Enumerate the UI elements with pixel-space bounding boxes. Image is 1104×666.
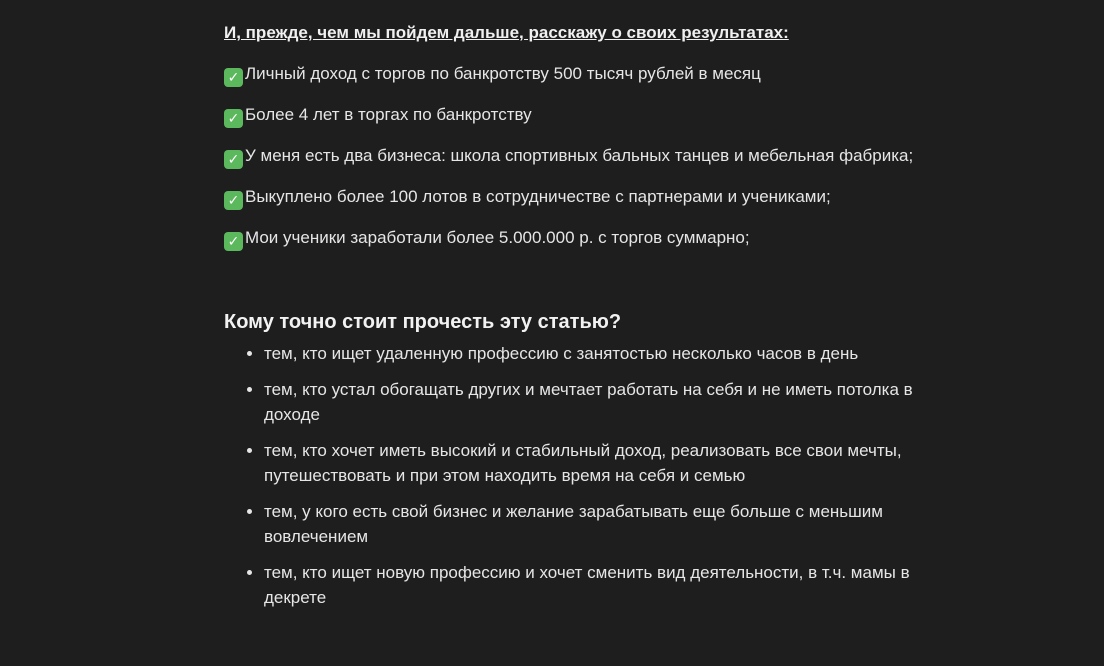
fact-item bbox=[224, 102, 924, 128]
list-item: • тем, кто ищет удаленную профессию с занятостью несколько часов в день bbox=[264, 341, 924, 366]
fact-text: У меня есть два бизнеса: школа спортивных бальных танцев и мебельная фабрика; bbox=[245, 146, 914, 165]
fact-text: Мои ученики заработали более 5.000.000 р. с торгов суммарно; bbox=[245, 228, 750, 247]
fact-text: Личный доход с торгов по банкротству 500 тысяч рублей в месяц bbox=[245, 64, 761, 83]
fact-item bbox=[224, 184, 924, 210]
section-heading: Кому точно стоит прочесть эту статью? bbox=[224, 311, 622, 333]
fact-text: Более 4 лет в торгах по банкротству bbox=[245, 105, 532, 124]
list-item: • тем, у кого есть свой бизнес и желание зарабатывать еще больше с меньшим вовлечением bbox=[264, 499, 924, 549]
list-item: • тем, кто ищет новую профессию и хочет сменить вид деятельности, в т.ч. мамы в декрете bbox=[264, 560, 924, 610]
fact-item bbox=[224, 143, 924, 169]
check-mark-icon: ✓ bbox=[224, 68, 243, 87]
list-item: • тем, кто устал обогащать других и мечтает работать на себя и не иметь потолка в доходе bbox=[264, 377, 924, 427]
fact-item bbox=[224, 61, 924, 87]
fact-item bbox=[224, 225, 924, 251]
check-mark-icon: ✓ bbox=[224, 191, 243, 210]
article-body bbox=[224, 20, 924, 621]
check-mark-icon: ✓ bbox=[224, 232, 243, 251]
check-mark-icon: ✓ bbox=[224, 109, 243, 128]
list-item: • тем, кто хочет иметь высокий и стабильный доход, реализовать все свои мечты, путешествовать и при этом находить время на себя и семью bbox=[264, 438, 924, 488]
fact-text: Выкуплено более 100 лотов в сотрудничестве с партнерами и учениками; bbox=[245, 187, 831, 206]
intro-heading: И, прежде, чем мы пойдем дальше, расскажу о своих результатах: bbox=[224, 23, 789, 42]
audience-list bbox=[224, 341, 924, 610]
check-mark-icon: ✓ bbox=[224, 150, 243, 169]
